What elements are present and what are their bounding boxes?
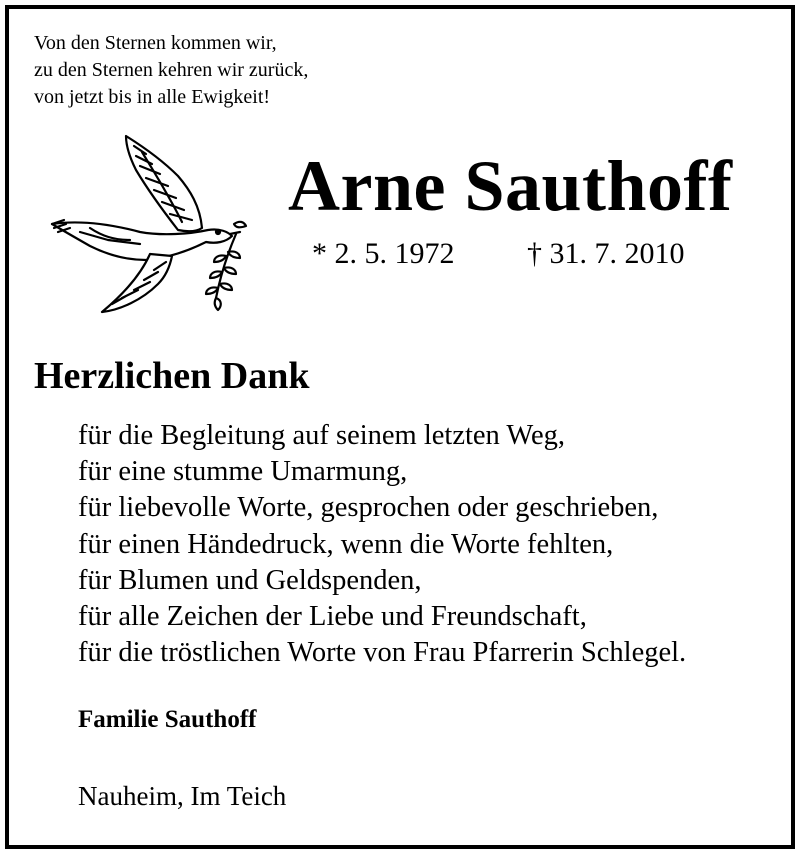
family-signature: Familie Sauthoff: [78, 706, 257, 733]
thanks-line: für einen Händedruck, wenn die Worte fehlten,: [78, 528, 614, 560]
dove-icon: [50, 132, 250, 322]
address: Nauheim, Im Teich: [78, 781, 287, 811]
thanks-line: für eine stumme Umarmung,: [78, 456, 408, 488]
thanks-line: für alle Zeichen der Liebe und Freundschaft,: [78, 601, 587, 633]
poem-line: von jetzt bis in alle Ewigkeit!: [34, 86, 271, 108]
poem: [34, 30, 308, 111]
thanks-line: für die tröstlichen Worte von Frau Pfarrerin Schlegel.: [78, 637, 687, 669]
deceased-name: Arne Sauthoff: [288, 146, 733, 226]
poem-line: zu den Sternen kehren wir zurück,: [34, 59, 309, 81]
thanks-list: [78, 418, 686, 671]
birth-date: * 2. 5. 1972: [312, 237, 455, 270]
thanks-line: für liebevolle Worte, gesprochen oder geschrieben,: [78, 492, 659, 524]
poem-line: Von den Sternen kommen wir,: [34, 32, 277, 54]
thanks-line: für Blumen und Geldspenden,: [78, 564, 422, 596]
thanks-line: für die Begleitung auf seinem letzten Weg,: [78, 420, 566, 451]
thanks-heading: Herzlichen Dank: [34, 355, 310, 397]
death-date: † 31. 7. 2010: [527, 237, 685, 270]
